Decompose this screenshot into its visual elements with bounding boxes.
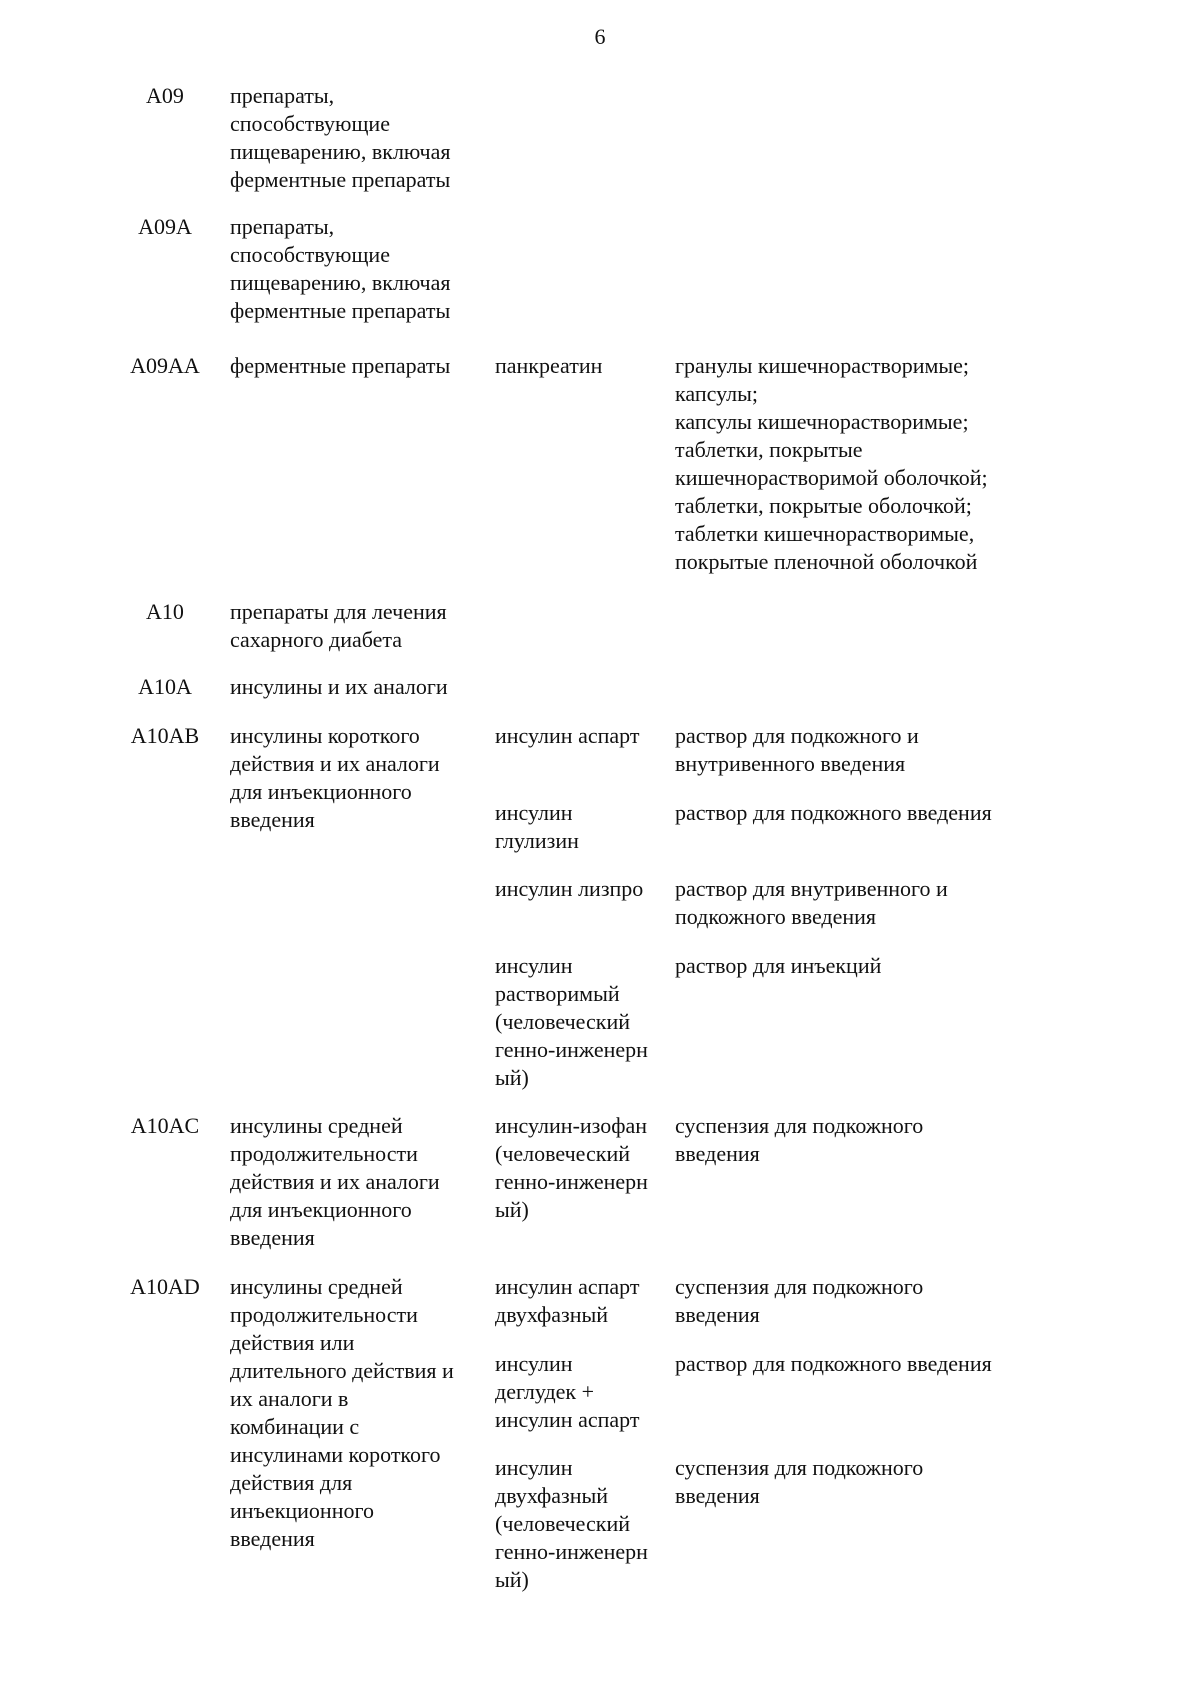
drug-name: панкреатин: [495, 353, 603, 378]
drug-name: инсулин-изофан (человеческий генно-инженерн ый): [495, 1113, 648, 1222]
group-name: ферментные препараты: [230, 353, 451, 378]
dosage-forms: раствор для подкожного введения: [675, 1351, 992, 1376]
drug-name: инсулин аспарт двухфазный: [495, 1274, 640, 1327]
group-name: препараты для лечения сахарного диабета: [230, 599, 447, 652]
atc-code: A10: [146, 599, 184, 624]
drug-name: инсулин лизпро: [495, 876, 644, 901]
atc-code: A10A: [138, 674, 192, 699]
atc-code: A09AA: [130, 353, 200, 378]
drug-name: инсулин глулизин: [495, 800, 579, 853]
drug-name: инсулин деглудек + инсулин аспарт: [495, 1351, 640, 1432]
page-number: 6: [594, 24, 606, 49]
atc-code: A10AB: [130, 723, 200, 748]
group-name: препараты, способствующие пищеварению, включая ферментные препараты: [230, 83, 451, 192]
group-name: препараты, способствующие пищеварению, включая ферментные препараты: [230, 214, 451, 323]
drug-name: инсулин аспарт: [495, 723, 640, 748]
atc-code: A10AC: [130, 1113, 200, 1138]
group-name: инсулины короткого действия и их аналоги для инъекционного введения: [230, 723, 440, 832]
dosage-forms: суспензия для подкожного введения: [675, 1274, 924, 1327]
dosage-forms: раствор для подкожного введения: [675, 800, 992, 825]
dosage-forms: раствор для подкожного и внутривенного введения: [675, 723, 919, 776]
dosage-forms: суспензия для подкожного введения: [675, 1113, 924, 1166]
dosage-forms: раствор для инъекций: [675, 953, 882, 978]
drug-name: инсулин двухфазный (человеческий генно-инженерн ый): [495, 1455, 648, 1592]
atc-code: A09: [146, 83, 184, 108]
drug-name: инсулин растворимый (человеческий генно-инженерн ый): [495, 953, 648, 1090]
atc-code: A09A: [138, 214, 192, 239]
group-name: инсулины средней продолжительности действия и их аналоги для инъекционного введения: [230, 1113, 440, 1250]
group-name: инсулины средней продолжительности действия или длительного действия и их аналоги в комбинации с инсулинами короткого действия для инъекционного введения: [230, 1274, 454, 1551]
atc-code: A10AD: [130, 1274, 200, 1299]
dosage-forms: суспензия для подкожного введения: [675, 1455, 924, 1508]
dosage-forms: гранулы кишечнорастворимые; капсулы; капсулы кишечнорастворимые; таблетки, покрытые кишечнорастворимой оболочкой; таблетки, покрытые оболочкой; таблетки кишечнорастворимые, покрытые пленочной оболочкой: [675, 353, 988, 574]
dosage-forms: раствор для внутривенного и подкожного введения: [675, 876, 948, 929]
group-name: инсулины и их аналоги: [230, 674, 448, 699]
